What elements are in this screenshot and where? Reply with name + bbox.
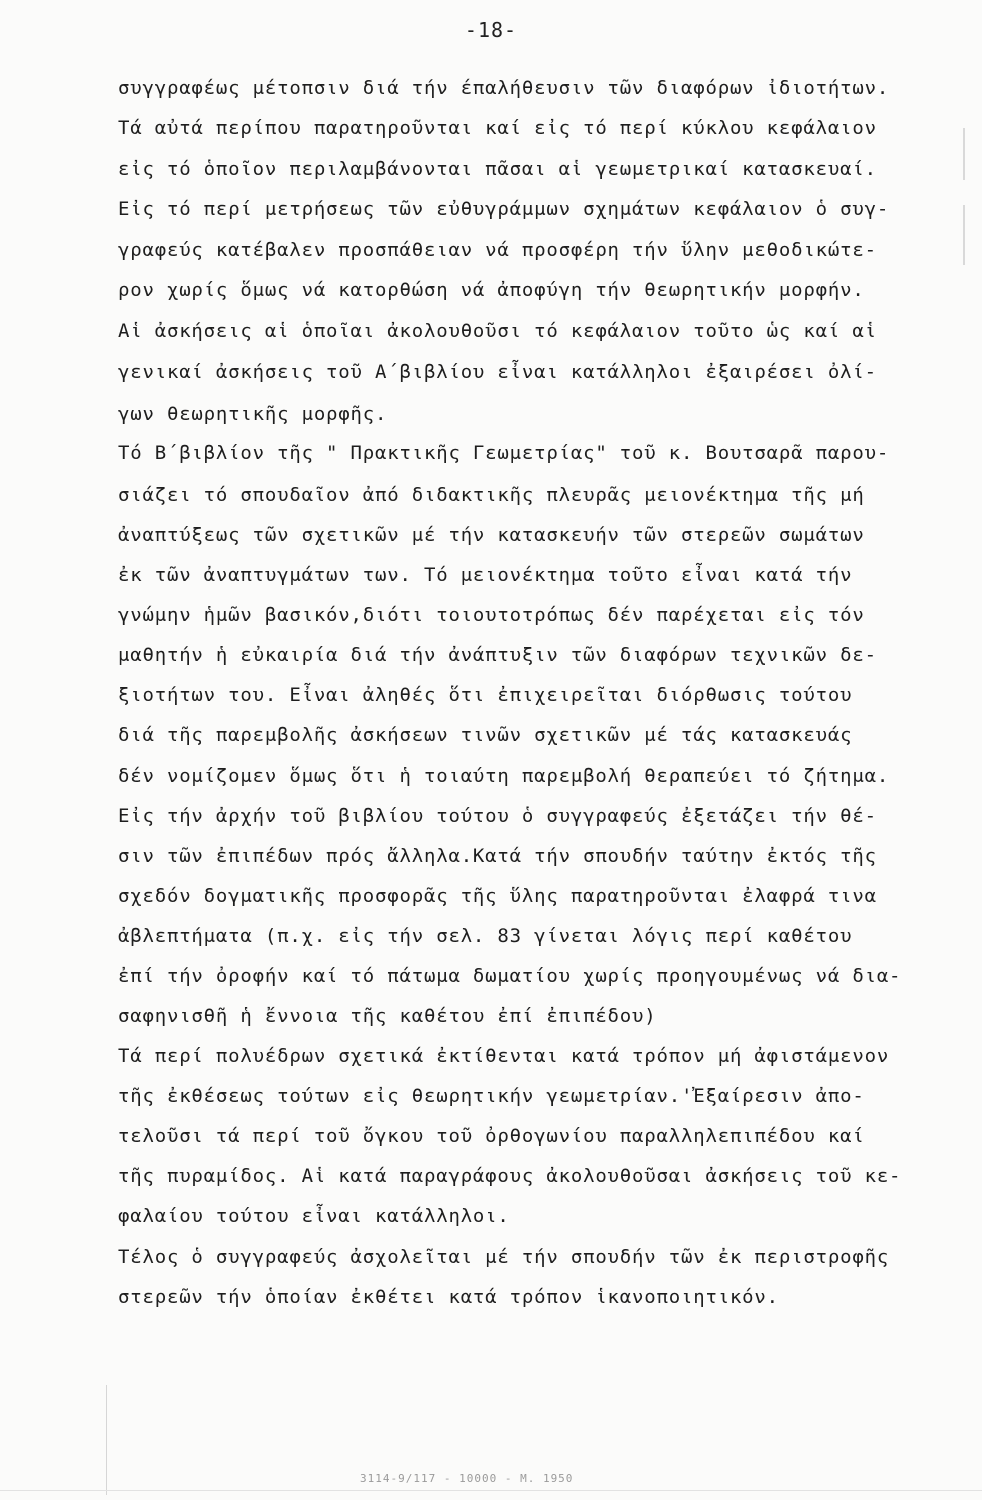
- text-line: σαφηνισθῆ ἡ ἔννοια τῆς καθέτου ἐπί ἐπιπέδου): [118, 1005, 657, 1027]
- text-line: Τό Β΄βιβλίον τῆς " Πρακτικῆς Γεωμετρίας" τοῦ κ. Βουτσαρᾶ παρου-: [118, 442, 890, 464]
- text-line: συγγραφέως μέτοπσιν διά τήν έπαλήθευσιν τῶν διαφόρων ἰδιοτήτων.: [118, 77, 890, 99]
- text-line: ρον χωρίς ὅμως νά κατορθώση νά ἀποφύγη τήν θεωρητικήν μορφήν.: [118, 279, 865, 301]
- left-margin-rule: [106, 1385, 107, 1495]
- text-line: ξιοτήτων του. Εἶναι ἀληθές ὅτι ἐπιχειρεῖται διόρθωσις τούτου: [118, 684, 853, 706]
- page-number: -18-: [464, 18, 518, 42]
- text-line: ἐκ τῶν ἀναπτυγμάτων των. Τό μειονέκτημα τοῦτο εἶναι κατά τήν: [118, 564, 853, 586]
- text-line: σιάζει τό σπουδαῖον ἀπό διδακτικῆς πλευρᾶς μειονέκτημα τῆς μή: [118, 484, 865, 506]
- text-line: τελοῦσι τά περί τοῦ ὄγκου τοῦ ὀρθογωνίου παραλληλεπιπέδου καί: [118, 1125, 865, 1147]
- footer-rule: [0, 1490, 982, 1491]
- text-line: Εἰς τήν ἀρχήν τοῦ βιβλίου τούτου ὁ συγγραφεύς ἐξετάζει τήν θέ-: [118, 805, 877, 827]
- text-line: ἀναπτύξεως τῶν σχετικῶν μέ τήν κατασκευήν τῶν στερεῶν σωμάτων: [118, 524, 865, 546]
- text-line: ἐπί τήν ὀροφήν καί τό πάτωμα δωματίου χωρίς προηγουμένως νά δια-: [118, 965, 902, 987]
- text-line: τῆς πυραμίδος. Αἱ κατά παραγράφους ἀκολουθοῦσαι ἀσκήσεις τοῦ κε-: [118, 1165, 902, 1187]
- text-line: φαλαίου τούτου εἶναι κατάλληλοι.: [118, 1205, 510, 1227]
- text-line: ἀβλεπτήματα (π.χ. εἰς τήν σελ. 83 γίνεται λόγις περί καθέτου: [118, 925, 853, 947]
- text-line: γενικαί ἀσκήσεις τοῦ Α΄βιβλίου εἶναι κατάλληλοι ἐξαιρέσει ὀλί-: [118, 361, 877, 383]
- text-line: σχεδόν δογματικῆς προσφορᾶς τῆς ὕλης παρατηροῦνται ἐλαφρά τινα: [118, 885, 877, 907]
- text-line: Τέλος ὁ συγγραφεύς ἀσχολεῖται μέ τήν σπουδήν τῶν ἐκ περιστροφῆς: [118, 1246, 890, 1268]
- text-line: γνώμην ἡμῶν βασικόν,διότι τοιουτοτρόπως δέν παρέχεται εἰς τόν: [118, 604, 865, 626]
- text-line: Τά αὐτά περίπου παρατηροῦνται καί εἰς τό περί κύκλου κεφάλαιον: [118, 117, 877, 139]
- text-line: γραφεύς κατέβαλεν προσπάθειαν νά προσφέρη τήν ὕλην μεθοδικώτε-: [118, 239, 877, 261]
- footer-print-stamp: 3114-9/117 - 10000 - Μ. 1950: [360, 1472, 574, 1485]
- text-line: στερεῶν τήν ὁποίαν ἐκθέτει κατά τρόπον ἱκανοποιητικόν.: [118, 1286, 779, 1308]
- text-line: μαθητήν ἡ εὐκαιρία διά τήν ἀνάπτυξιν τῶν διαφόρων τεχνικῶν δε-: [118, 644, 877, 666]
- text-line: γων θεωρητικῆς μορφῆς.: [118, 403, 388, 425]
- text-line: Τά περί πολυέδρων σχετικά ἐκτίθενται κατά τρόπον μή ἀφιστάμενον: [118, 1045, 890, 1067]
- text-line: Εἰς τό περί μετρήσεως τῶν εὐθυγράμμων σχημάτων κεφάλαιον ὁ συγ-: [118, 198, 890, 220]
- text-line: τῆς ἐκθέσεως τούτων εἰς θεωρητικήν γεωμετρίαν.'Ἐξαίρεσιν ἀπο-: [118, 1085, 865, 1107]
- text-line: διά τῆς παρεμβολῆς ἀσκήσεων τινῶν σχετικῶν μέ τάς κατασκευάς: [118, 724, 853, 746]
- text-line: εἰς τό ὁποῖον περιλαμβάνονται πᾶσαι αἱ γεωμετρικαί κατασκευαί.: [118, 158, 877, 180]
- text-line: σιν τῶν ἐπιπέδων πρός ἄλληλα.Κατά τήν σπουδήν ταύτην ἐκτός τῆς: [118, 845, 877, 867]
- text-line: δέν νομίζομεν ὅμως ὅτι ἡ τοιαύτη παρεμβολή θεραπεύει τό ζήτημα.: [118, 765, 890, 787]
- text-line: Αἱ ἀσκήσεις αἱ ὁποῖαι ἀκολουθοῦσι τό κεφάλαιον τοῦτο ὡς καί αἱ: [118, 320, 877, 342]
